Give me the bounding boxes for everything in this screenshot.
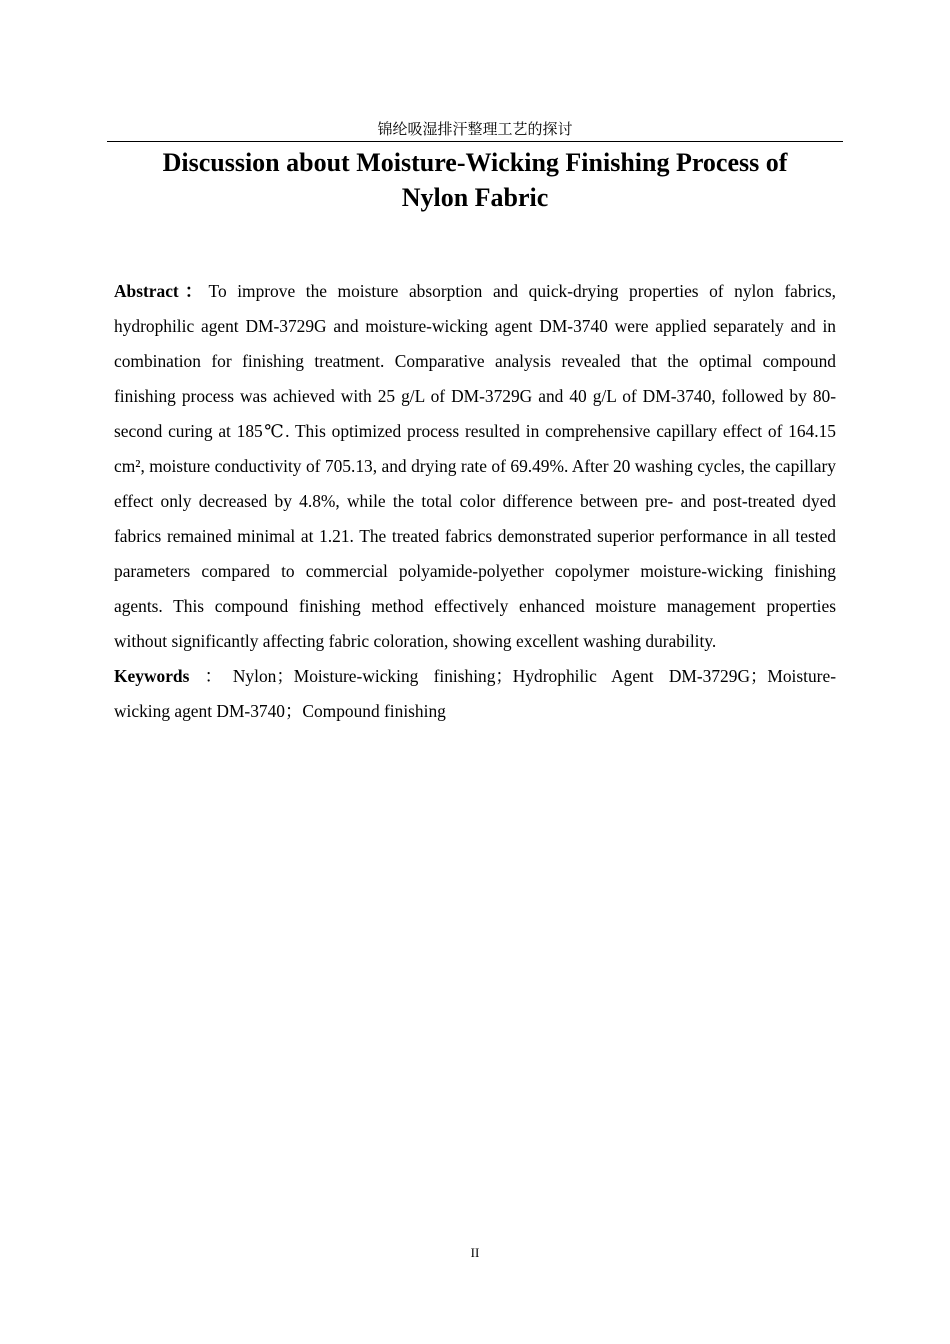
keywords-label: Keywords bbox=[114, 666, 190, 686]
abstract-label: Abstract： bbox=[114, 281, 209, 301]
running-header: 锦纶吸湿排汗整理工艺的探讨 bbox=[377, 122, 573, 138]
keywords-text: ：Nylon；Moisture-wicking finishing；Hydrophilic Agent DM-3729G；Moisture-wicking agent DM-3740；Compound finishing bbox=[114, 666, 836, 721]
page-number: II bbox=[470, 1245, 480, 1260]
abstract-section bbox=[114, 274, 836, 729]
abstract-text: To improve the moisture absorption and quick-drying properties of nylon fabrics, hydrophilic agent DM-3729G and moisture-wicking agent DM-3740 were applied separately and in combination for finishing treatment. Comparative analysis revealed that the optimal compound finishing process was achieved with 25 g/L of DM-3729G and 40 g/L of DM-3740, followed by 80-second curing at 185℃. This optimized process resulted in comprehensive capillary effect of 164.15 cm², moisture conductivity of 705.13, and drying rate of 69.49%. After 20 washing cycles, the capillary effect only decreased by 4.8%, while the total color difference between pre- and post-treated dyed fabrics remained minimal at 1.21. The treated fabrics demonstrated superior performance in all tested parameters compared to commercial polyamide-polyether copolymer moisture-wicking finishing agents. This compound finishing method effectively enhanced moisture management properties without significantly affecting fabric coloration, showing excellent washing durability. bbox=[114, 281, 837, 651]
page-title bbox=[107, 145, 843, 215]
title-line-1: Discussion about Moisture-Wicking Finishing Process of bbox=[162, 148, 788, 177]
title-line-2: Nylon Fabric bbox=[401, 183, 549, 212]
header-rule bbox=[107, 141, 843, 142]
abstract-paragraph bbox=[114, 274, 836, 659]
keywords-paragraph bbox=[114, 659, 836, 729]
